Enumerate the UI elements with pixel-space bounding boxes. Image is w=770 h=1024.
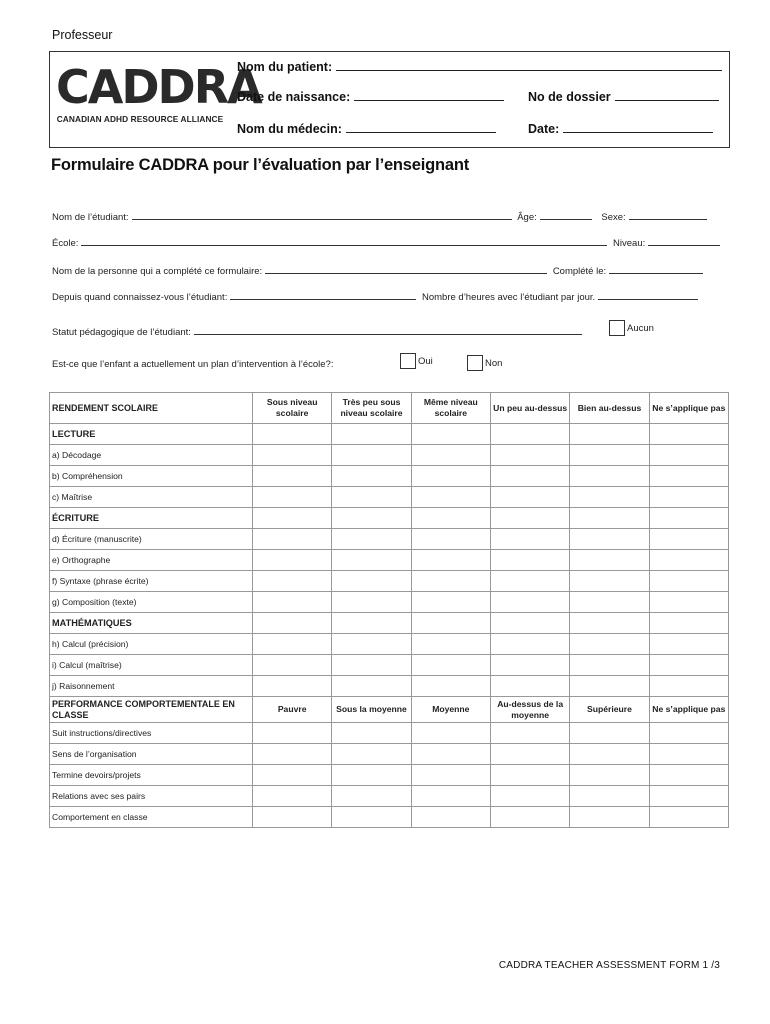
patient-name-line[interactable] [336,60,722,71]
table-row [50,634,729,655]
rating-cell[interactable] [411,765,490,786]
rating-cell[interactable] [490,723,569,744]
rating-cell[interactable] [570,445,649,466]
rating-cell[interactable] [411,529,490,550]
plan-no-checkbox[interactable] [467,355,483,371]
rating-cell[interactable] [649,786,728,807]
rating-cell[interactable] [570,786,649,807]
known-since-label: Depuis quand connaissez-vous l’étudiant: [52,292,228,303]
item-label: Relations avec ses pairs [50,786,253,807]
rating-cell[interactable] [332,592,411,613]
rating-cell[interactable] [332,723,411,744]
section-filler-cell [649,508,728,529]
rating-cell[interactable] [649,571,728,592]
section-header-label: RENDEMENT SCOLAIRE [50,393,253,424]
completed-by-label: Nom de la personne qui a complété ce formulaire: [52,266,263,277]
rating-cell[interactable] [253,676,332,697]
section-filler-cell [253,508,332,529]
section-label: ÉCRITURE [50,508,253,529]
rating-cell[interactable] [649,550,728,571]
table-row [50,487,729,508]
item-label: g) Composition (texte) [50,592,253,613]
rating-cell[interactable] [332,466,411,487]
section-row [50,613,729,634]
item-label: b) Compréhension [50,466,253,487]
plan-yes-checkbox[interactable] [400,353,416,369]
plan-no-option[interactable] [467,355,502,371]
rating-cell[interactable] [570,676,649,697]
rating-cell[interactable] [411,634,490,655]
birth-date-field[interactable] [237,90,504,104]
section-row [50,424,729,445]
rating-cell[interactable] [490,529,569,550]
rating-cell[interactable] [411,445,490,466]
rating-cell[interactable] [490,676,569,697]
rating-cell[interactable] [570,529,649,550]
rating-cell[interactable] [490,571,569,592]
status-input[interactable] [194,326,582,335]
status-label: Statut pédagogique de l’étudiant: [52,327,191,338]
item-label: a) Décodage [50,445,253,466]
school-row [52,237,723,249]
hours-input[interactable] [598,291,698,300]
rating-cell[interactable] [490,487,569,508]
patient-header-box [49,51,730,148]
rating-cell[interactable] [649,592,728,613]
file-number-label: No de dossier [528,90,611,104]
rating-cell[interactable] [253,445,332,466]
rating-cell[interactable] [253,487,332,508]
sex-label: Sexe: [601,212,626,223]
rating-cell[interactable] [649,765,728,786]
none-label: Aucun [627,322,654,334]
student-name-row [52,211,710,223]
section-filler-cell [490,424,569,445]
rating-cell[interactable] [253,592,332,613]
known-since-input[interactable] [230,291,416,300]
section-filler-cell [332,508,411,529]
caddra-logo [56,60,261,134]
section-filler-cell [332,613,411,634]
age-input[interactable] [540,211,592,220]
rating-cell[interactable] [490,786,569,807]
rating-cell[interactable] [649,744,728,765]
section-filler-cell [411,424,490,445]
rating-cell[interactable] [332,765,411,786]
status-row [52,326,585,338]
none-checkbox[interactable] [609,320,625,336]
rating-cell[interactable] [332,655,411,676]
rating-cell[interactable] [570,487,649,508]
rating-cell[interactable] [411,550,490,571]
column-header: Ne s’applique pas [649,697,728,723]
sex-input[interactable] [629,211,707,220]
rating-cell[interactable] [490,445,569,466]
plan-yes-option[interactable] [400,353,433,369]
rating-cell[interactable] [649,807,728,828]
student-name-label: Nom de l’étudiant: [52,212,129,223]
section-filler-cell [570,424,649,445]
column-header: Sous la moyenne [332,697,411,723]
column-header: Pauvre [253,697,332,723]
section-filler-cell [253,424,332,445]
rating-cell[interactable] [332,676,411,697]
plan-question-row [52,359,333,370]
rating-cell[interactable] [253,466,332,487]
rating-cell[interactable] [253,550,332,571]
rating-cell[interactable] [332,571,411,592]
rating-cell[interactable] [332,786,411,807]
rating-cell[interactable] [570,592,649,613]
section-filler-cell [649,613,728,634]
rating-cell[interactable] [332,634,411,655]
table-row [50,676,729,697]
rating-cell[interactable] [253,571,332,592]
table-row [50,744,729,765]
page-title: Formulaire CADDRA pour l’évaluation par l’enseignant [51,156,470,174]
birth-date-label: Date de naissance: [237,90,351,104]
doctor-name-field[interactable] [237,122,496,136]
date-label: Date: [528,122,560,136]
rating-cell[interactable] [332,445,411,466]
completed-on-input[interactable] [609,265,703,274]
school-label: École: [52,238,79,249]
rating-cell[interactable] [253,655,332,676]
rating-cell[interactable] [411,744,490,765]
logo-subtitle: CANADIAN ADHD RESOURCE ALLIANCE [56,114,224,124]
column-header: Un peu au-dessus [490,393,569,424]
plan-no-label: Non [485,357,503,369]
column-header: Moyenne [411,697,490,723]
assessment-table [49,392,729,828]
rating-cell[interactable] [490,744,569,765]
table-row [50,571,729,592]
rating-cell[interactable] [570,655,649,676]
rating-cell[interactable] [253,634,332,655]
item-label: j) Raisonnement [50,676,253,697]
doctor-name-label: Nom du médecin: [237,122,342,136]
column-header: Même niveau scolaire [411,393,490,424]
table-row [50,723,729,744]
table-row [50,445,729,466]
rating-cell[interactable] [332,487,411,508]
section-label: LECTURE [50,424,253,445]
item-label: Suit instructions/directives [50,723,253,744]
rating-cell[interactable] [649,529,728,550]
table-row [50,592,729,613]
patient-name-label: Nom du patient: [237,60,333,74]
rating-cell[interactable] [649,487,728,508]
rating-cell[interactable] [649,676,728,697]
table-header-row [50,393,729,424]
rating-cell[interactable] [253,723,332,744]
rating-cell[interactable] [411,487,490,508]
table-row [50,550,729,571]
item-label: h) Calcul (précision) [50,634,253,655]
rating-cell[interactable] [332,744,411,765]
column-header: Sous niveau scolaire [253,393,332,424]
item-label: Sens de l’organisation [50,744,253,765]
patient-name-field[interactable] [237,60,722,74]
level-input[interactable] [648,237,720,246]
rating-cell[interactable] [570,550,649,571]
section-filler-cell [490,508,569,529]
logo-wordmark: CADDRA [56,60,261,114]
table-row [50,786,729,807]
rating-cell[interactable] [411,571,490,592]
rating-cell[interactable] [490,550,569,571]
rating-cell[interactable] [649,466,728,487]
rating-cell[interactable] [490,807,569,828]
column-header: Supérieure [570,697,649,723]
student-name-input[interactable] [132,211,512,220]
section-filler-cell [332,424,411,445]
section-filler-cell [411,613,490,634]
hours-label: Nombre d’heures avec l’étudiant par jour. [421,292,596,303]
completed-by-row [52,265,706,277]
item-label: d) Écriture (manuscrite) [50,529,253,550]
rating-cell[interactable] [332,807,411,828]
rating-cell[interactable] [253,744,332,765]
item-label: Comportement en classe [50,807,253,828]
page-footer: CADDRA TEACHER ASSESSMENT FORM 1 /3 [498,960,720,971]
rating-cell[interactable] [649,445,728,466]
rating-cell[interactable] [411,466,490,487]
rating-cell[interactable] [570,571,649,592]
plan-question-label: Est-ce que l’enfant a actuellement un plan d’intervention à l’école?: [52,359,334,370]
rating-cell[interactable] [570,634,649,655]
rating-cell[interactable] [570,765,649,786]
file-number-line[interactable] [615,90,719,101]
rating-cell[interactable] [570,466,649,487]
column-header: Au-dessus de la moyenne [490,697,569,723]
column-header: Ne s’applique pas [649,393,728,424]
section-row [50,508,729,529]
rating-cell[interactable] [411,676,490,697]
column-header: Très peu sous niveau scolaire [332,393,411,424]
rating-cell[interactable] [490,466,569,487]
section-filler-cell [253,613,332,634]
date-line[interactable] [563,122,713,133]
birth-date-line[interactable] [354,90,504,101]
known-since-row [52,291,701,303]
item-label: e) Orthographe [50,550,253,571]
rating-cell[interactable] [332,529,411,550]
table-row [50,765,729,786]
date-field[interactable] [528,122,713,136]
section-header-label: PERFORMANCE COMPORTEMENTALE EN CLASSE [50,697,253,723]
plan-yes-label: Oui [418,355,433,367]
rating-cell[interactable] [570,807,649,828]
section-filler-cell [490,613,569,634]
section-filler-cell [411,508,490,529]
rating-cell[interactable] [411,807,490,828]
table-row [50,529,729,550]
rating-cell[interactable] [570,744,649,765]
rating-cell[interactable] [490,592,569,613]
none-option[interactable] [609,320,654,336]
rating-cell[interactable] [332,550,411,571]
rating-cell[interactable] [490,765,569,786]
item-label: Termine devoirs/projets [50,765,253,786]
rating-cell[interactable] [649,634,728,655]
rating-cell[interactable] [649,655,728,676]
rating-cell[interactable] [253,807,332,828]
rating-cell[interactable] [411,592,490,613]
item-label: i) Calcul (maîtrise) [50,655,253,676]
table-row [50,655,729,676]
table-header-row [50,697,729,723]
item-label: f) Syntaxe (phrase écrite) [50,571,253,592]
rating-cell[interactable] [570,723,649,744]
rating-cell[interactable] [411,723,490,744]
rating-cell[interactable] [649,723,728,744]
form-role-label: Professeur [52,28,113,42]
level-label: Niveau: [613,238,646,249]
completed-by-input[interactable] [265,265,547,274]
rating-cell[interactable] [253,765,332,786]
rating-cell[interactable] [411,655,490,676]
rating-cell[interactable] [253,786,332,807]
file-number-field[interactable] [528,90,719,104]
section-filler-cell [570,613,649,634]
section-filler-cell [649,424,728,445]
school-input[interactable] [81,237,607,246]
item-label: c) Maîtrise [50,487,253,508]
column-header: Bien au-dessus [570,393,649,424]
completed-on-label: Complété le: [552,266,607,277]
rating-cell[interactable] [253,529,332,550]
rating-cell[interactable] [411,786,490,807]
table-row [50,807,729,828]
table-row [50,466,729,487]
rating-cell[interactable] [490,655,569,676]
section-label: MATHÉMATIQUES [50,613,253,634]
age-label: Âge: [517,212,537,223]
doctor-name-line[interactable] [346,122,496,133]
section-filler-cell [570,508,649,529]
rating-cell[interactable] [490,634,569,655]
